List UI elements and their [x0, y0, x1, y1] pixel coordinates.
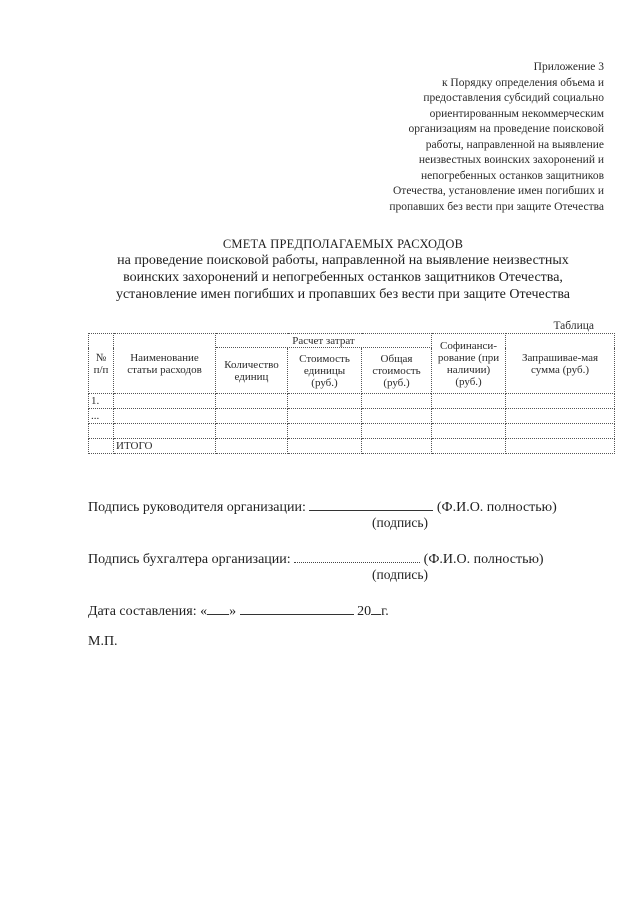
appendix-line: к Порядку определения объема и: [441, 76, 604, 89]
cell-cofinancing: [432, 394, 506, 409]
cell-total-cost: [362, 439, 432, 454]
cell-requested: [506, 409, 615, 424]
appendix-line: Отечества, установление имен погибших и: [392, 185, 604, 197]
header-row: [89, 334, 615, 348]
cell-total-cost: [362, 409, 432, 424]
cell-quantity: [216, 424, 288, 439]
subtitle-line: воинских захоронений и непогребенных останков защитников Отечества,: [123, 270, 563, 285]
cell-requested: [506, 439, 615, 454]
date-quote-close: »: [229, 604, 237, 619]
document-subtitle: [60, 252, 626, 303]
cell-quantity: [216, 439, 288, 454]
cell-cofinancing: [432, 409, 506, 424]
cell-total-cost: [362, 394, 432, 409]
cell-unit-cost: [288, 394, 362, 409]
appendix-line: Приложение 3: [533, 61, 604, 73]
date-year-field[interactable]: [371, 601, 381, 615]
appendix-line: пропавших без вести при защите Отечества: [389, 200, 604, 213]
cell-cofinancing: [432, 439, 506, 454]
header-total-cost: Общая стоимость (руб.): [362, 348, 432, 394]
accountant-signature-caption: (подпись): [372, 567, 429, 582]
cell-requested: [506, 424, 615, 439]
subtitle-line: установление имен погибших и пропавших без вести при защите Отечества: [115, 287, 571, 302]
cell-num: 1.: [89, 394, 114, 409]
header-cofinancing: Софинанси-рование (при наличии) (руб.): [432, 334, 506, 394]
header-calc-group: Расчет затрат: [216, 334, 432, 348]
head-signature-label: Подпись руководителя организации:: [88, 500, 306, 515]
cell-unit-cost: [288, 409, 362, 424]
cell-total-cost: [362, 424, 432, 439]
cell-unit-cost: [288, 439, 362, 454]
cell-cofinancing: [432, 424, 506, 439]
header-requested: Запрашивае-мая сумма (руб.): [506, 334, 615, 394]
header-num: № п/п: [89, 334, 114, 394]
cell-quantity: [216, 409, 288, 424]
table-caption: Таблица: [553, 320, 594, 332]
appendix-line: неизвестных воинских захоронений и: [418, 154, 604, 166]
date-line: [88, 601, 389, 620]
date-year-suffix: г.: [381, 604, 389, 619]
cell-quantity: [216, 394, 288, 409]
date-day-field[interactable]: [207, 601, 229, 615]
cell-total-label: ИТОГО: [114, 439, 216, 454]
appendix-line: ориентированным некоммерческим: [429, 107, 604, 120]
head-signature-field[interactable]: [309, 497, 433, 511]
subtitle-line: на проведение поисковой работы, направленной на выявление неизвестных: [117, 253, 569, 268]
table-row: [89, 394, 615, 409]
accountant-signature-label: Подпись бухгалтера организации:: [88, 552, 291, 567]
appendix-line: непогребенных останков защитников: [421, 169, 604, 182]
cell-name: [114, 424, 216, 439]
appendix-line: предоставления субсидий социально: [423, 92, 604, 104]
accountant-signature-field[interactable]: [294, 549, 420, 563]
date-year-prefix: 20: [357, 604, 372, 619]
cell-num: [89, 424, 114, 439]
table-row: [89, 424, 615, 439]
head-signature-caption: (подпись): [372, 515, 429, 530]
cell-num: [89, 439, 114, 454]
document-title: СМЕТА ПРЕДПОЛАГАЕМЫХ РАСХОДОВ: [222, 237, 464, 251]
estimate-table: [88, 333, 615, 454]
header-unit-cost: Стоимость единицы (руб.): [288, 348, 362, 394]
seal-place: М.П.: [88, 634, 118, 649]
accountant-fio-caption: (Ф.И.О. полностью): [423, 552, 544, 567]
total-row: [89, 439, 615, 454]
date-month-field[interactable]: [240, 601, 354, 615]
header-quantity: Количество единиц: [216, 348, 288, 394]
cell-unit-cost: [288, 424, 362, 439]
head-signature-line: [88, 497, 557, 516]
head-fio-caption: (Ф.И.О. полностью): [436, 500, 557, 515]
cell-num: ...: [89, 409, 114, 424]
table-row: [89, 409, 615, 424]
accountant-signature-line: [88, 549, 544, 568]
appendix-line: организациям на проведение поисковой: [408, 123, 604, 135]
date-label: Дата составления: «: [88, 604, 208, 619]
cell-name: [114, 394, 216, 409]
header-name: Наименование статьи расходов: [114, 334, 216, 394]
appendix-line: работы, направленной на выявление: [425, 138, 604, 151]
cell-name: [114, 409, 216, 424]
document-title-block: [60, 236, 626, 303]
cell-requested: [506, 394, 615, 409]
appendix-reference: [330, 60, 604, 215]
